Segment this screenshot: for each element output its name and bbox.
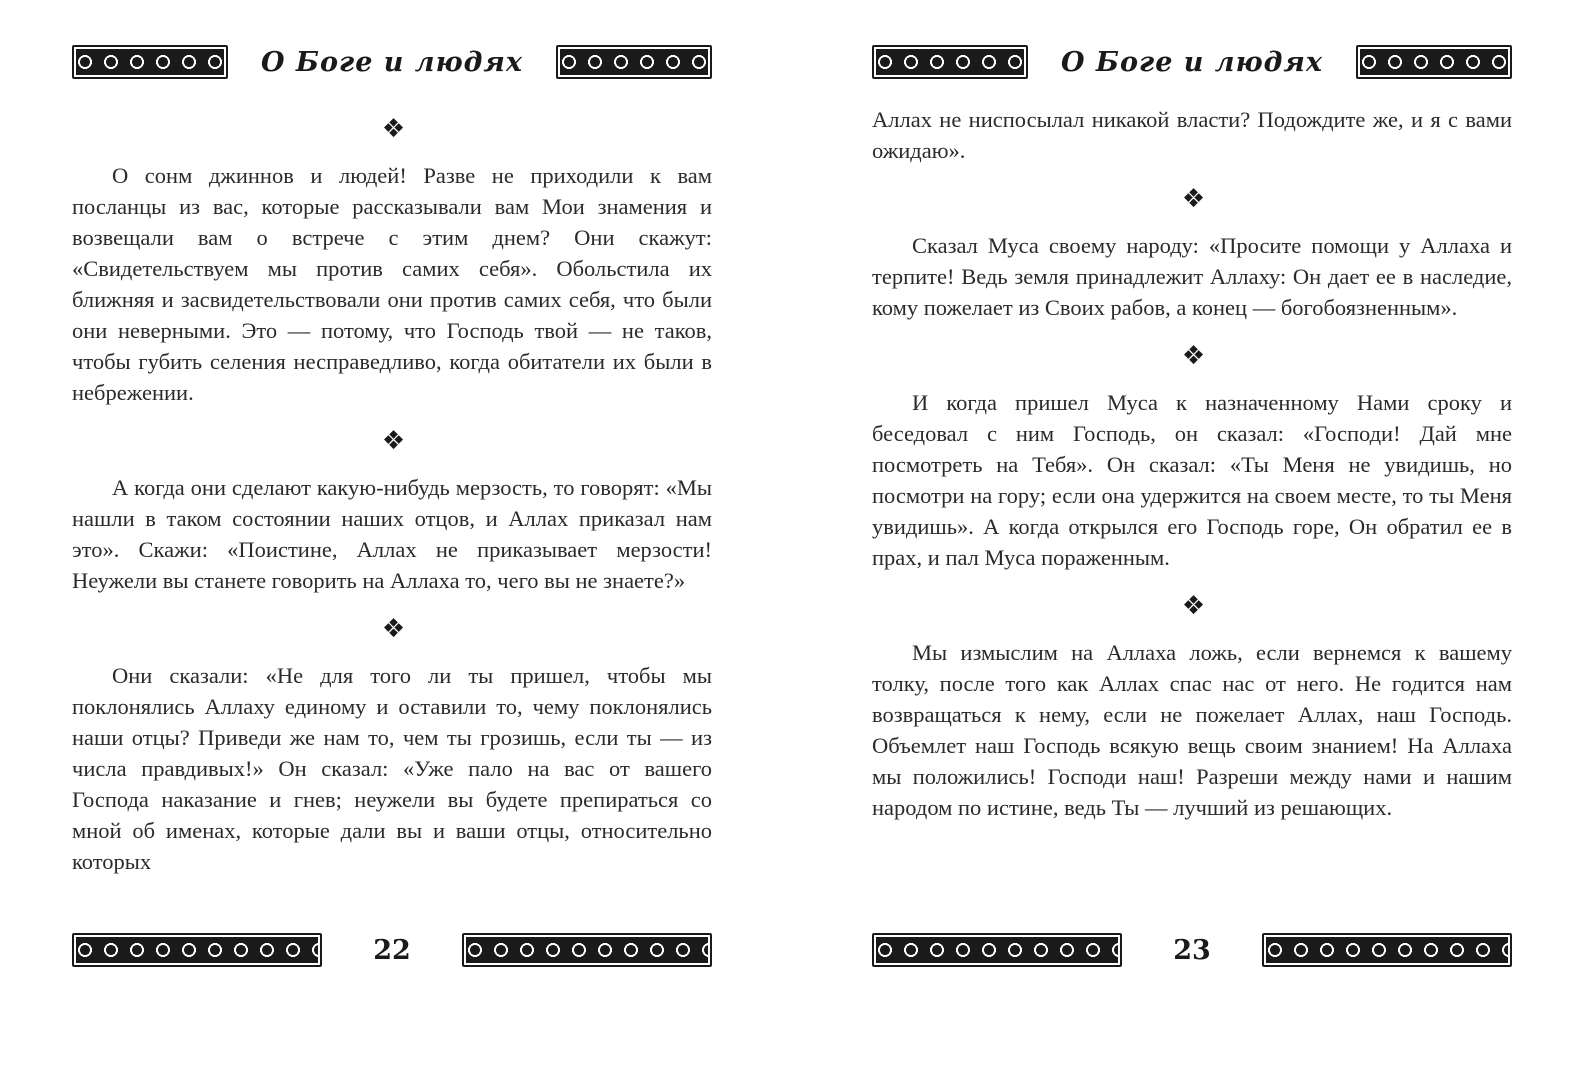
left-page bbox=[72, 0, 712, 1080]
header-ornament-right bbox=[556, 45, 712, 79]
footer-ornament-left bbox=[72, 933, 322, 967]
page-footer bbox=[72, 933, 712, 967]
running-title: О Боге и людях bbox=[1061, 46, 1323, 78]
paragraph: Они сказали: «Не для того ли ты пришел, чтобы мы поклонялись Аллаху единому и оставили то, чему поклонялись наши отцы? Приведи же нам то, чем ты грозишь, если ты — из числа правдивых!» Он сказал: «Уже пало на вас от вашего Господа наказание и гнев; неужели вы будете препираться со мной об именах, которые дали вы и ваши отцы, относительно которых bbox=[72, 663, 712, 874]
separator-ornament: ❖ bbox=[381, 114, 403, 144]
page-number: 23 bbox=[1173, 934, 1211, 966]
separator-ornament: ❖ bbox=[1181, 591, 1203, 621]
header-ornament-left bbox=[72, 45, 228, 79]
page-body bbox=[72, 112, 712, 895]
header-ornament-left bbox=[872, 45, 1028, 79]
page-body bbox=[872, 104, 1512, 841]
page-footer bbox=[872, 933, 1512, 967]
footer-ornament-left bbox=[872, 933, 1122, 967]
page-number: 22 bbox=[373, 934, 411, 966]
separator-ornament: ❖ bbox=[381, 614, 403, 644]
paragraph: Мы измыслим на Аллаха ложь, если вернемся к вашему толку, после того как Аллах спас нас от него. Не годится нам возвращаться к нему, если не пожелает Аллах, наш Господь. Объемлет наш Господь всякую вещь своим знанием! На Аллаха мы положились! Господи наш! Разреши между нами и нашим народом по истине, ведь Ты — лучший из решающих. bbox=[872, 640, 1512, 820]
header-ornament-right bbox=[1356, 45, 1512, 79]
footer-ornament-right bbox=[1262, 933, 1512, 967]
paragraph: А когда они сделают какую-нибудь мерзость, то говорят: «Мы нашли в таком состоянии наших отцов, и Аллах приказал нам это». Скажи: «Поистине, Аллах не приказывает мерзости! Неужели вы станете говорить на Аллаха то, чего вы не знаете?» bbox=[72, 475, 712, 593]
right-page bbox=[872, 0, 1512, 1080]
paragraph-continuation: Аллах не ниспосылал никакой власти? Подождите же, и я с вами ожидаю». bbox=[872, 107, 1512, 163]
page-header bbox=[872, 42, 1512, 82]
separator-ornament: ❖ bbox=[1181, 341, 1203, 371]
footer-ornament-right bbox=[462, 933, 712, 967]
separator-ornament: ❖ bbox=[381, 426, 403, 456]
separator-ornament: ❖ bbox=[1181, 184, 1203, 214]
page-header bbox=[72, 42, 712, 82]
paragraph: И когда пришел Муса к назначенному Нами сроку и беседовал с ним Господь, он сказал: «Господи! Дай мне посмотреть на Тебя». Он сказал: «Ты Меня не увидишь, но посмотри на гору; если она удержится на своем месте, то ты Меня увидишь». А когда открылся его Господь горе, Он обратил ее в прах, и пал Муса пораженным. bbox=[872, 390, 1512, 570]
paragraph: Сказал Муса своему народу: «Просите помощи у Аллаха и терпите! Ведь земля принадлежит Аллаху: Он дает ее в наследие, кому пожелает из Своих рабов, а конец — богобоязненным». bbox=[872, 233, 1512, 320]
running-title: О Боге и людях bbox=[261, 46, 523, 78]
paragraph: О сонм джиннов и людей! Разве не приходили к вам посланцы из вас, которые рассказывали вам Мои знамения и возвещали вам о встрече с этим днем? Они скажут: «Свидетельствуем мы против самих себя». Обольстила их ближняя и засвидетельствовали они против самих себя, что были они неверными. Это — потому, что Господь твой — не таков, чтобы губить селения несправедливо, когда обитатели их были в небрежении. bbox=[72, 163, 712, 405]
